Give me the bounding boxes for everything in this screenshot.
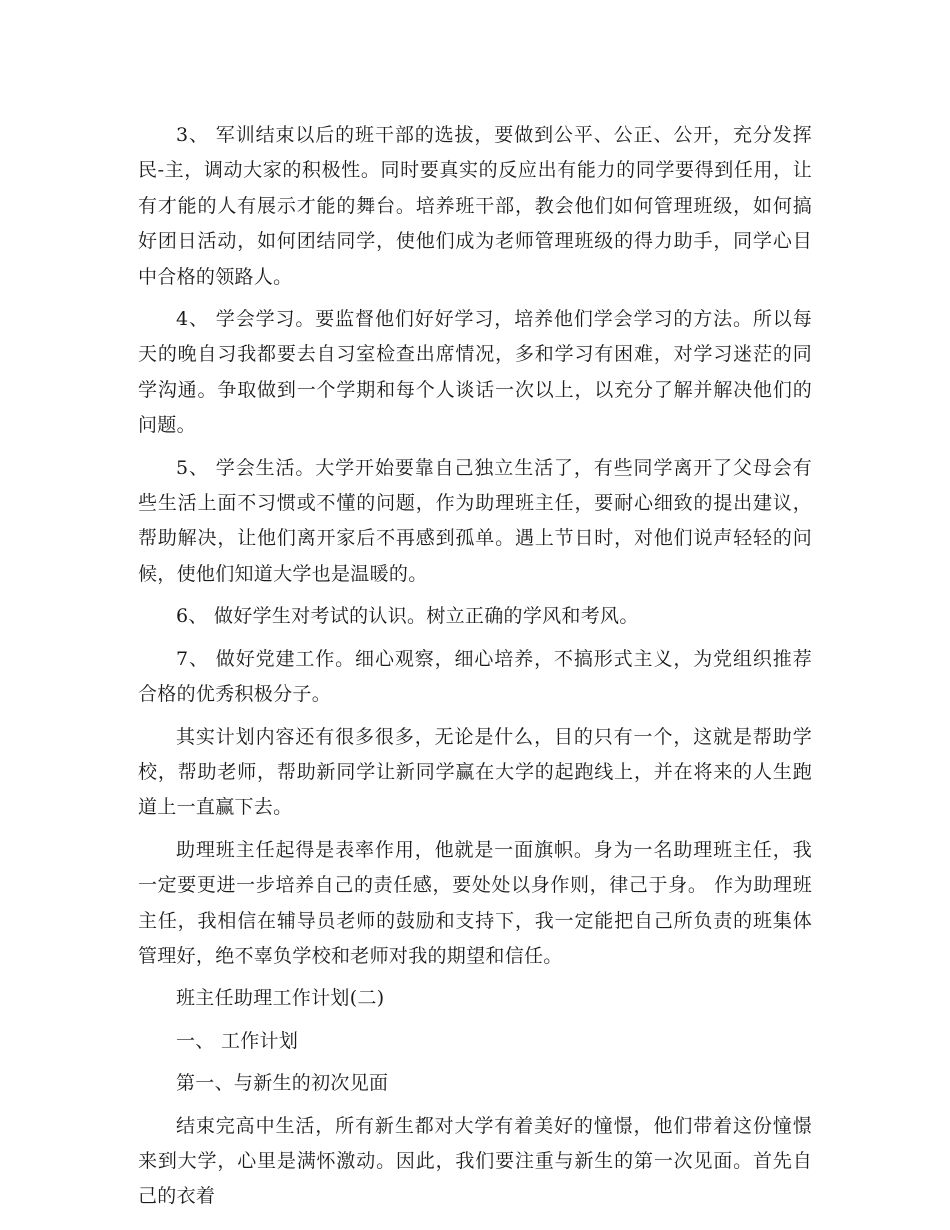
paragraph-summary: 其实计划内容还有很多很多，无论是什么，目的只有一个，这就是帮助学校，帮助老师，帮助新同学让新同学赢在大学的起跑线上，并在将来的人生跑道上一直赢下去。 xyxy=(138,725,812,819)
paragraph-conclusion: 助理班主任起得是表率作用，他就是一面旗帜。身为一名助理班主任，我一定要更进一步培养自己的责任感，要处处以身作则，律己于身。 作为助理班主任，我相信在辅导员老师的鼓励和支持下，我一定能把自己所负责的班集体管理好，绝不辜负学校和老师对我的期望和信任。 xyxy=(138,838,812,967)
subsection-heading: 第一、与新生的初次见面 xyxy=(176,1072,389,1095)
section-heading: 一、 工作计划 xyxy=(176,1029,299,1052)
paragraph-item-5: 5、 学会生活。大学开始要靠自己独立生活了，有些同学离开了父母会有些生活上面不习惯或不懂的问题，作为助理班主任，要耐心细致的提出建议，帮助解决，让他们离开家后不再感到孤单。遇上节日时，对他们说声轻轻的问候，使他们知道大学也是温暖的。 xyxy=(138,456,812,585)
paragraph-intro: 结束完高中生活，所有新生都对大学有着美好的憧憬，他们带着这份憧憬来到大学，心里是满怀激动。因此，我们要注重与新生的第一次见面。首先自己的衣着 xyxy=(138,1114,812,1208)
paragraph-item-6: 6、 做好学生对考试的认识。树立正确的学风和考风。 xyxy=(176,605,639,628)
section-title: 班主任助理工作计划(二) xyxy=(176,987,385,1010)
paragraph-item-7: 7、 做好党建工作。细心观察，细心培养，不搞形式主义，为党组织推荐合格的优秀积极分子。 xyxy=(138,647,812,706)
paragraph-item-4: 4、 学会学习。要监督他们好好学习，培养他们学会学习的方法。所以每天的晚自习我都要去自习室检查出席情况，多和学习有困难，对学习迷茫的同学沟通。争取做到一个学期和每个人谈话一次以上，以充分了解并解决他们的问题。 xyxy=(138,308,812,437)
paragraph-item-3: 3、 军训结束以后的班干部的选拔，要做到公平、公正、公开，充分发挥民-主，调动大家的积极性。同时要真实的反应出有能力的同学要得到任用，让有才能的人有展示才能的舞台。培养班干部，教会他们如何管理班级，如何搞好团日活动，如何团结同学，使他们成为老师管理班级的得力助手，同学心目中合格的领路人。 xyxy=(138,124,812,288)
document-body xyxy=(138,118,812,1222)
